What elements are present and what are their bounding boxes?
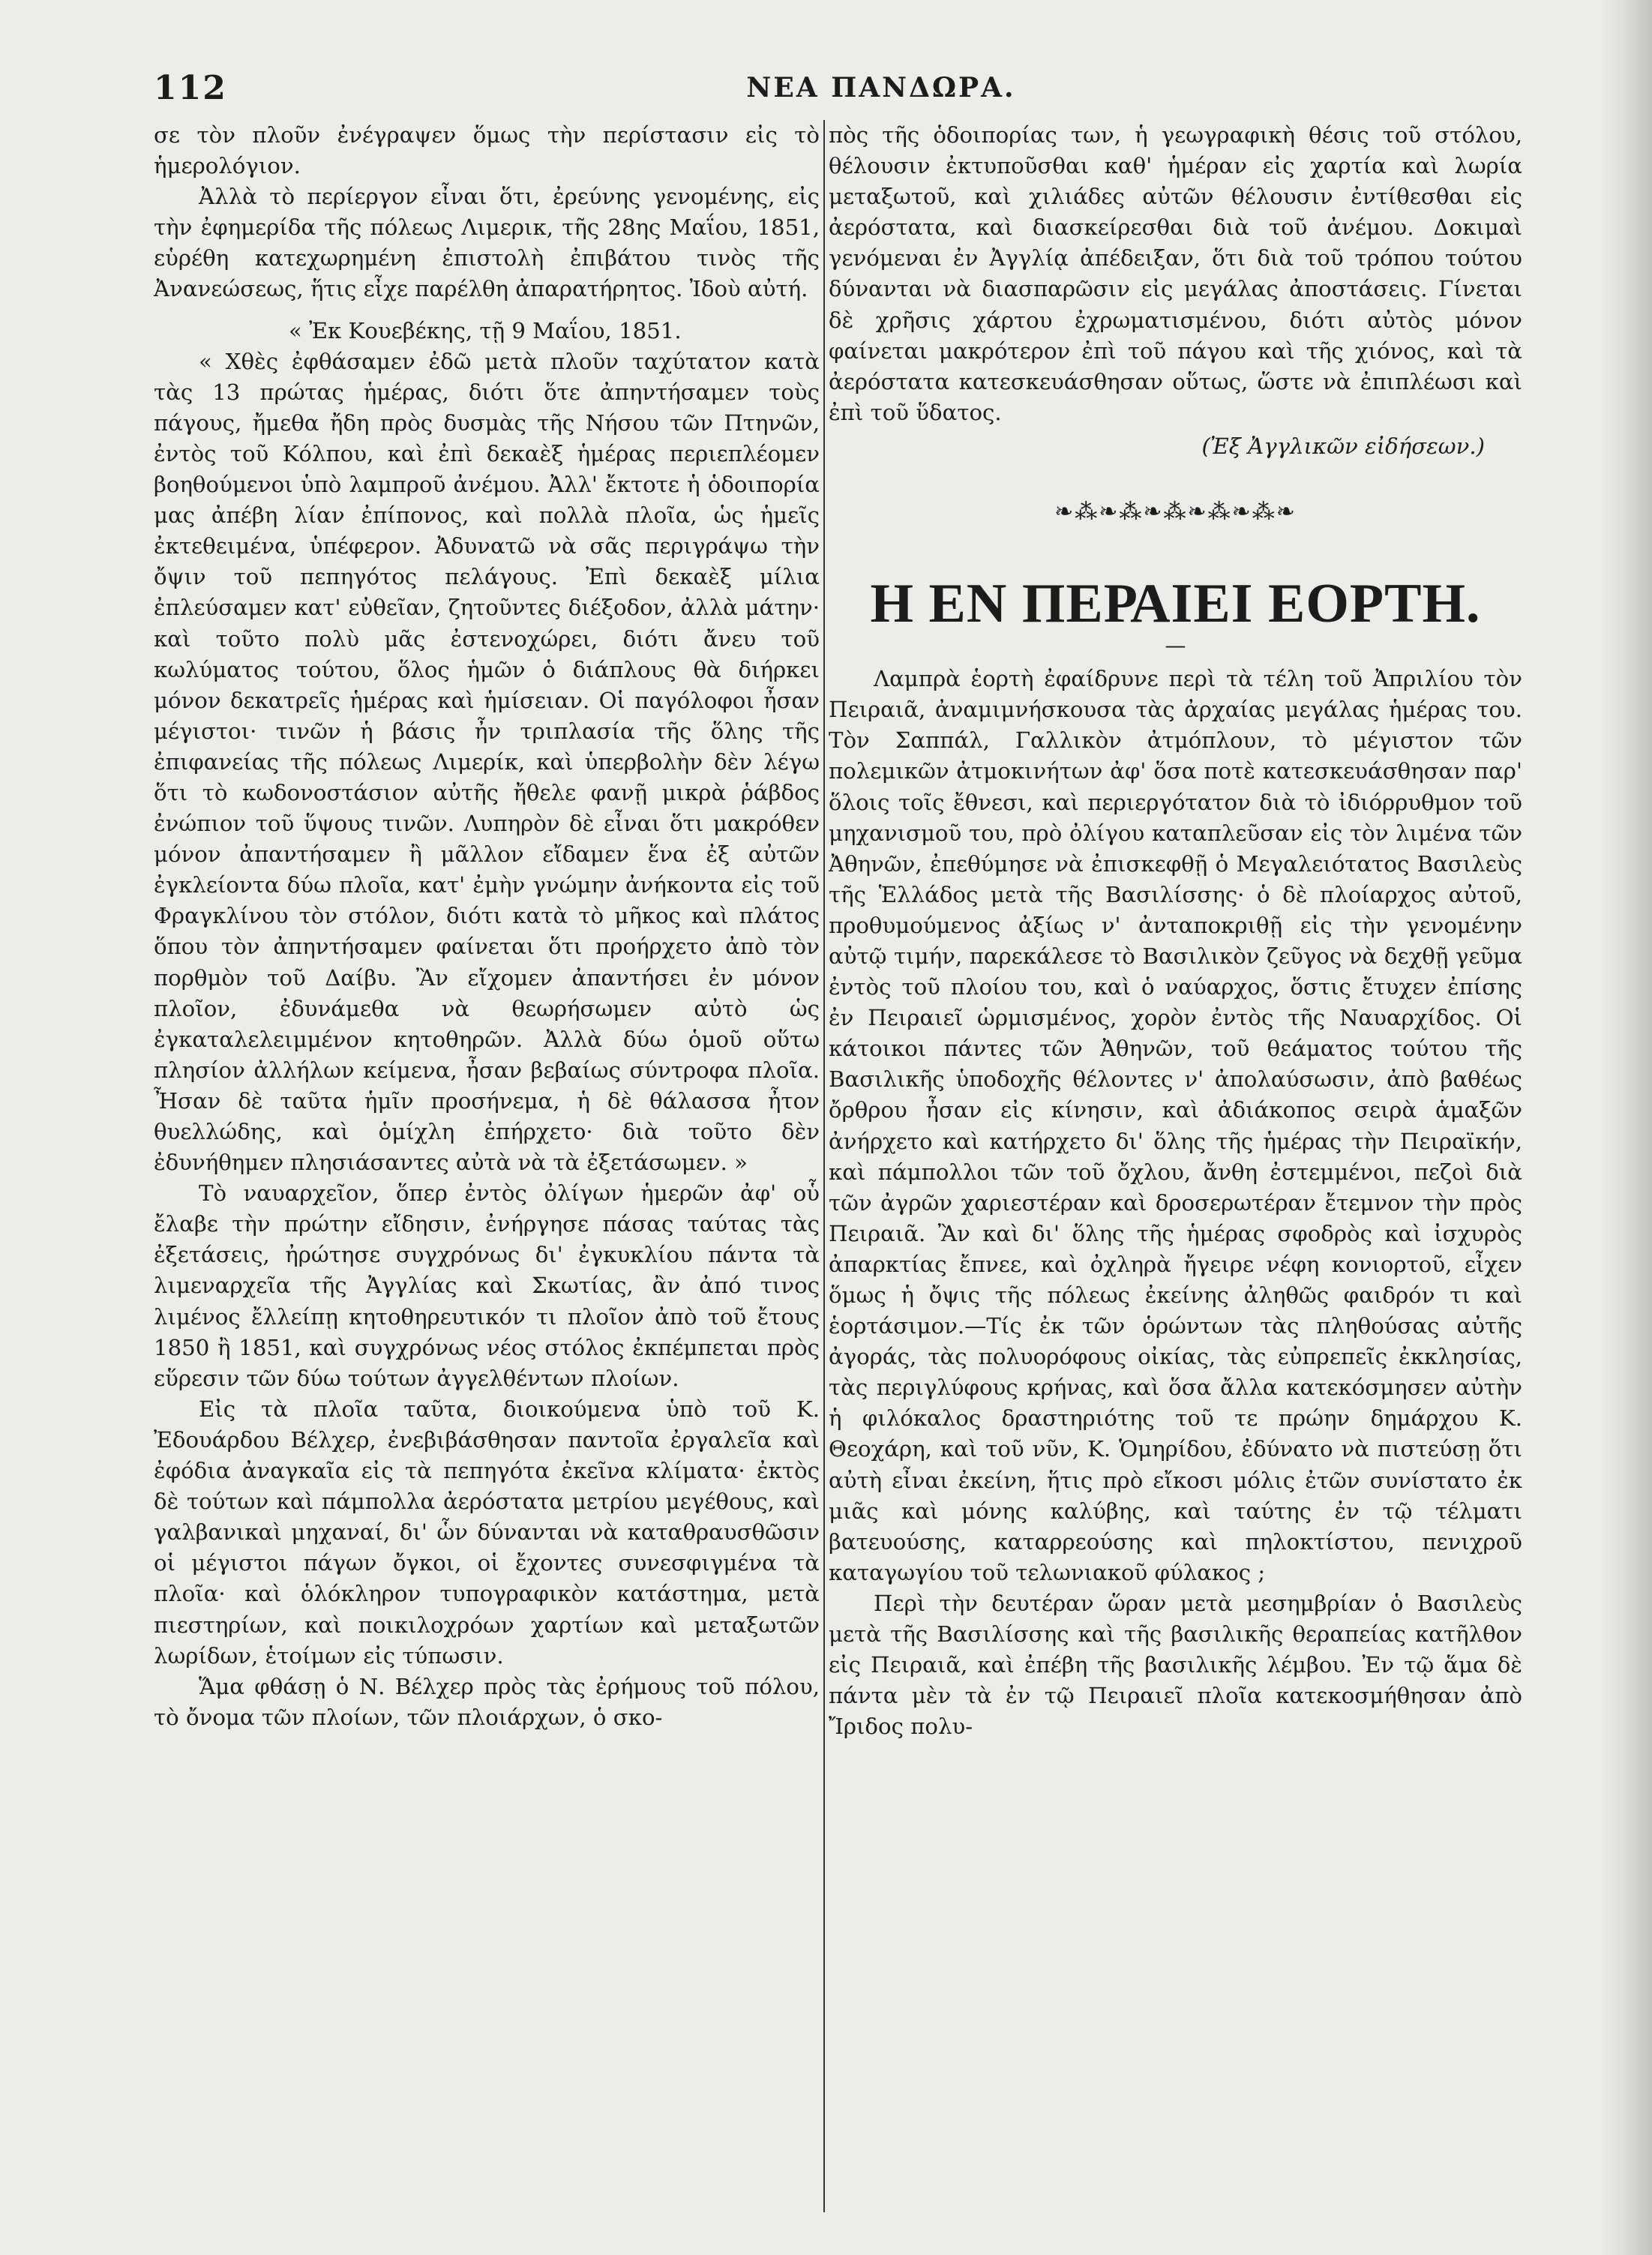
paragraph: Τὸ ναυαρχεῖον, ὅπερ ἐντὸς ὀλίγων ἡμερῶν ἀφ' οὗ ἔλαβε τὴν πρώτην εἴδησιν, ἐνήργησε πάσας ταύτας τὰς ἐξετάσεις, ἠρώτησε συγχρόνως δι' ἐγκυκλίου πάντα τὰ λιμεναρχεῖα τῆς Ἀγγλίας καὶ Σκωτίας, ἂν ἀπό τινος λιμένος ἔλλείπῃ κητοθηρευτικόν τι πλοῖον ἀπὸ τοῦ ἔτους 1850 ἢ 1851, καὶ συγχρόνως νέος στόλος ἐκπέμπεται πρὸς εὕρεσιν τῶν δύω τούτων ἀγγελθέντων πλοίων. (154, 1180, 820, 1391)
right-column (829, 120, 1522, 1742)
article-title: Η ΕΝ ΠΕΡΑΙΕΙ ΕΟΡΤΗ. (870, 573, 1481, 635)
paragraph: Εἰς τὰ πλοῖα ταῦτα, διοικούμενα ὑπὸ τοῦ Κ. Ἐδουάρδου Βέλχερ, ἐνεβιβάσθησαν παντοῖα ἐργαλεῖα καὶ ἐφόδια ἀναγκαῖα εἰς τὰ πεπηγότα ἐκεῖνα κλίματα· ἐκτὸς δὲ τούτων καὶ πάμπολλα ἀερόστατα μετρίου μεγέθους, καὶ γαλβανικαὶ μηχαναί, δι' ὧν δύνανται νὰ καταθραυσθῶσιν οἱ μέγιστοι πάγων ὄγκοι, οἱ ἔχοντες συνεσφιγμένα τὰ πλοῖα· καὶ ὁλόκληρον τυπογραφικὸν κατάστημα, μετὰ πιεστηρίων, καὶ ποικιλοχρόων χαρτίων καὶ μεταξωτῶν λωρίδων, ἑτοίμων εἰς τύπωσιν. (154, 1396, 820, 1669)
source-credit: (Ἐξ Ἀγγλικῶν εἰδήσεων.) (1201, 433, 1485, 459)
left-column (154, 120, 820, 1733)
page-header (154, 69, 1541, 114)
running-title: ΝΕΑ ΠΑΝΔΩΡΑ. (746, 72, 1016, 103)
ornament-divider: ❧⁂❧⁂❧⁂❧⁂❧⁂❧ (1054, 499, 1297, 526)
title-dash: — (1165, 633, 1186, 658)
quoted-letter: « Χθὲς ἐφθάσαμεν ἐδῶ μετὰ πλοῦν ταχύτατον κατὰ τὰς 13 πρώτας ἡμέρας, διότι ὅτε ἀπηντήσαμεν τοὺς πάγους, ἤμεθα ἤδη πρὸς δυσμὰς τῆς Νήσου τῶν Πτηνῶν, ἐντὸς τοῦ Κόλπου, καὶ ἐπὶ δεκαὲξ ἡμέρας περιεπλέομεν βοηθούμενοι ὑπὸ λαμπροῦ ἀνέμου. Ἀλλ' ἔκτοτε ἡ ὁδοιπορία μας ἀπέβη λίαν ἐπίπονος, καὶ πολλὰ πλοῖα, ὡς ἡμεῖς ἐκτεθειμένα, ὑπέφερον. Ἀδυνατῶ νὰ σᾶς περιγράψω τὴν ὄψιν τοῦ πεπηγότος πελάγους. Ἐπὶ δεκαὲξ μίλια ἐπλεύσαμεν κατ' εὐθεῖαν, ζητοῦντες διέξοδον, ἀλλὰ μάτην· καὶ τοῦτο πολὺ μᾶς ἐστενοχώρει, διότι ἄνευ τοῦ κωλύματος τούτου, ὅλος ἡμῶν ὁ διάπλους θὰ διήρκει μόνον δεκατρεῖς ἡμέρας καὶ ἡμίσειαν. Οἱ παγόλοφοι ἦσαν μέγιστοι· τινῶν ἡ βάσις ἦν τριπλασία τῆς ὅλης τῆς ἐπιφανείας τῆς πόλεως Λιμερίκ, καὶ ὑπερβολὴν δὲν λέγω ὅτι τὸ κωδονοστάσιον αὐτῆς ἤθελε φανῇ μικρὰ ῥάβδος ἐνώπιον τοῦ ὕψους τινῶν. Λυπηρὸν δὲ εἶναι ὅτι μακρόθεν μόνον ἀπαντήσαμεν ἢ μᾶλλον εἴδαμεν ἕνα ἐξ αὐτῶν ἐγκλείοντα δύω πλοῖα, κατ' ἐμὴν γνώμην ἀνήκοντα εἰς τοῦ Φραγκλίνου τὸν στόλον, διότι κατὰ τὸ μῆκος καὶ πλάτος ὅπου τὸν ἀπηντήσαμεν φαίνεται ὅτι προήρχετο ἀπὸ τὸν πορθμὸν τοῦ Δαίβυ. Ἂν εἴχομεν ἀπαντήσει ἐν μόνον πλοῖον, ἐδυνάμεθα νὰ θεωρήσωμεν αὐτὸ ὡς ἐγκαταλελειμμένον κητοθηρῶν. Ἀλλὰ δύω ὁμοῦ οὕτω πλησίον ἀλλήλων κείμενα, ἦσαν βεβαίως σύντροφα πλοῖα. Ἦσαν δὲ ταῦτα ἡμῖν προσήνεμα, ἡ δὲ θάλασσα ἦτον θυελλώδης, καὶ ὁμίχλη ἐπήρχετο· διὰ τοῦτο δὲν ἐδυνήθημεν πλησιάσαντες αὐτὰ νὰ τὰ ἐξετάσωμεν. » (154, 348, 820, 1176)
paragraph: Περὶ τὴν δευτέραν ὥραν μετὰ μεσημβρίαν ὁ Βασιλεὺς μετὰ τῆς Βασιλίσσης καὶ τῆς βασιλικῆς θεραπείας κατῆλθον εἰς Πειραιᾶ, καὶ ἐπέβη τῆς βασιλικῆς λέμβου. Ἐν τῷ ἅμα δὲ πάντα μὲν τὰ ἐν τῷ Πειραιεῖ πλοῖα κατεκοσμήθησαν ἀπὸ Ἴριδος πολυ- (829, 1590, 1522, 1740)
article-continuation: σε τὸν πλοῦν ἐνέγραψεν ὅμως τὴν περίστασιν εἰς τὸ ἡμερολόγιον. (154, 122, 820, 179)
letter-dateline: « Ἐκ Κουεβέκης, τῇ 9 Μαΐου, 1851. (289, 317, 682, 343)
paragraph: Ἀλλὰ τὸ περίεργον εἶναι ὅτι, ἐρεύνης γενομένης, εἰς τὴν ἐφημερίδα τῆς πόλεως Λιμερικ, τῆς 28ης Μαΐου, 1851, εὑρέθη κατεχωρημένη ἐπιστολὴ ἐπιβάτου τινὸς τῆς Ἀνανεώσεως, ἥτις εἶχε παρέλθη ἀπαρατήρητος. Ἰδοὺ αὐτή. (154, 184, 820, 302)
paragraph: Λαμπρὰ ἑορτὴ ἐφαίδρυνε περὶ τὰ τέλη τοῦ Ἀπριλίου τὸν Πειραιᾶ, ἀναμιμνήσκουσα τὰς ἀρχαίας μεγάλας ἡμέρας του. Τὸν Σαππάλ, Γαλλικὸν ἀτμόπλουν, τὸ μέγιστον τῶν πολεμικῶν ἀτμοκινήτων ἀφ' ὅσα ποτὲ κατεσκευάσθησαν παρ' ὅλοις τοῖς ἔθνεσι, καὶ περιεργότατον διὰ τὸ ἰδιόρρυθμον τοῦ μηχανισμοῦ του, πρὸ ὀλίγου καταπλεῦσαν εἰς τὸν λιμένα τῶν Ἀθηνῶν, ἐπεθύμησε νὰ ἐπισκεφθῇ ὁ Μεγαλειότατος Βασιλεὺς τῆς Ἑλλάδος μετὰ τῆς Βασιλίσσης· ὁ δὲ πλοίαρχος αὐτοῦ, προθυμούμενος ἀξίως ν' ἀνταποκριθῇ εἰς τὴν γενομένην αὐτῷ τιμήν, παρεκάλεσε τὸ Βασιλικὸν ζεῦγος νὰ δεχθῇ γεῦμα ἐντὸς τοῦ πλοίου του, καὶ ὁ ναύαρχος, ὅστις ἔτυχεν ἐπίσης ἐν Πειραιεῖ ὡρμισμένος, χορὸν ἐντὸς τῆς Ναυαρχίδος. Οἱ κάτοικοι πάντες τῶν Ἀθηνῶν, τοῦ θεάματος τούτου τῆς Βασιλικῆς ὑποδοχῆς θέλοντες ν' ἀπολαύσωσιν, ἀπὸ βαθέως ὄρθρου ἦσαν εἰς κίνησιν, καὶ ἀδιάκοπος σειρὰ ἁμαξῶν ἀνήρχετο καὶ κατήρχετο δι' ὅλης τῆς ἡμέρας τὴν Πειραϊκήν, καὶ πάμπολλοι τῶν τοῦ ὄχλου, ἄνθη ἐστεμμένοι, πεζοὶ διὰ τῶν ἀγρῶν χαριεστέραν καὶ δροσερωτέραν ἔτεμνον τὴν πρὸς Πειραιᾶ. Ἂν καὶ δι' ὅλης τῆς ἡμέρας σφοδρὸς καὶ ἰσχυρὸς ἀπαρκτίας ἔπνεε, καὶ ὀχληρὰ ἤγειρε νέφη κονιορτοῦ, εἶχεν ὅμως ἡ ὄψις τῆς πόλεως ἐκείνης ἀληθῶς φαιδρόν τι καὶ ἑορτάσιμον.—Τίς ἐκ τῶν ὁρώντων τὰς πληθούσας αὐτῆς ἀγοράς, τὰς πολυορόφους οἰκίας, τὰς εὐπρεπεῖς ἐκκλησίας, τὰς περιγλύφους κρήνας, καὶ ὅσα ἄλλα κατεκόσμησεν αὐτὴν ἡ φιλόκαλος δραστηριότης τοῦ τε πρώην δημάρχου Κ. Θεοχάρη, καὶ τοῦ νῦν, Κ. Ὁμηρίδου, ἐδύνατο νὰ πιστεύσῃ ὅτι αὐτὴ εἶναι ἐκείνη, ἥτις πρὸ εἴκοσι μόλις ἐτῶν συνίστατο ἐκ μιᾶς καὶ μόνης καλύβης, καὶ ταύτης ἐν τῷ τέλματι βατευούσης, καταρρεούσης καὶ πηλοκτίστου, πενιχροῦ καταγωγίου τοῦ τελωνιακοῦ φύλακος ; (829, 666, 1522, 1585)
page-number: 112 (154, 69, 227, 107)
article-continuation: πὸς τῆς ὁδοιπορίας των, ἡ γεωγραφικὴ θέσις τοῦ στόλου, θέλουσιν ἐκτυποῦσθαι καθ' ἡμέραν εἰς χαρτία καὶ λωρία μεταξωτοῦ, καὶ χιλιάδες αὐτῶν θέλουσιν ἐντίθεσθαι εἰς ἀερόστατα, καὶ διασκείρεσθαι διὰ τοῦ ἀνέμου. Δοκιμαὶ γενόμεναι ἐν Ἀγγλίᾳ ἀπέδειξαν, ὅτι διὰ τοῦ τρόπου τούτου δύνανται νὰ διασπαρῶσιν εἰς μεγάλας ἀποστάσεις. Γίνεται δὲ χρῆσις χάρτου ἐχρωματισμένου, διότι αὐτὸς μόνον φαίνεται μακρότερον ἐπὶ τοῦ πάγου καὶ τῆς χιόνος, καὶ τὰ ἀερόστατα κατεσκευάσθησαν οὕτως, ὥστε νὰ ἐπιπλέωσι καὶ ἐπὶ τοῦ ὕδατος. (829, 122, 1522, 425)
column-divider (823, 120, 825, 2212)
paragraph: Ἅμα φθάσῃ ὁ Ν. Βέλχερ πρὸς τὰς ἐρήμους τοῦ πόλου, τὸ ὄνομα τῶν πλοίων, τῶν πλοιάρχων, ὁ σκο- (154, 1673, 820, 1730)
binding-shadow (1600, 0, 1652, 2255)
